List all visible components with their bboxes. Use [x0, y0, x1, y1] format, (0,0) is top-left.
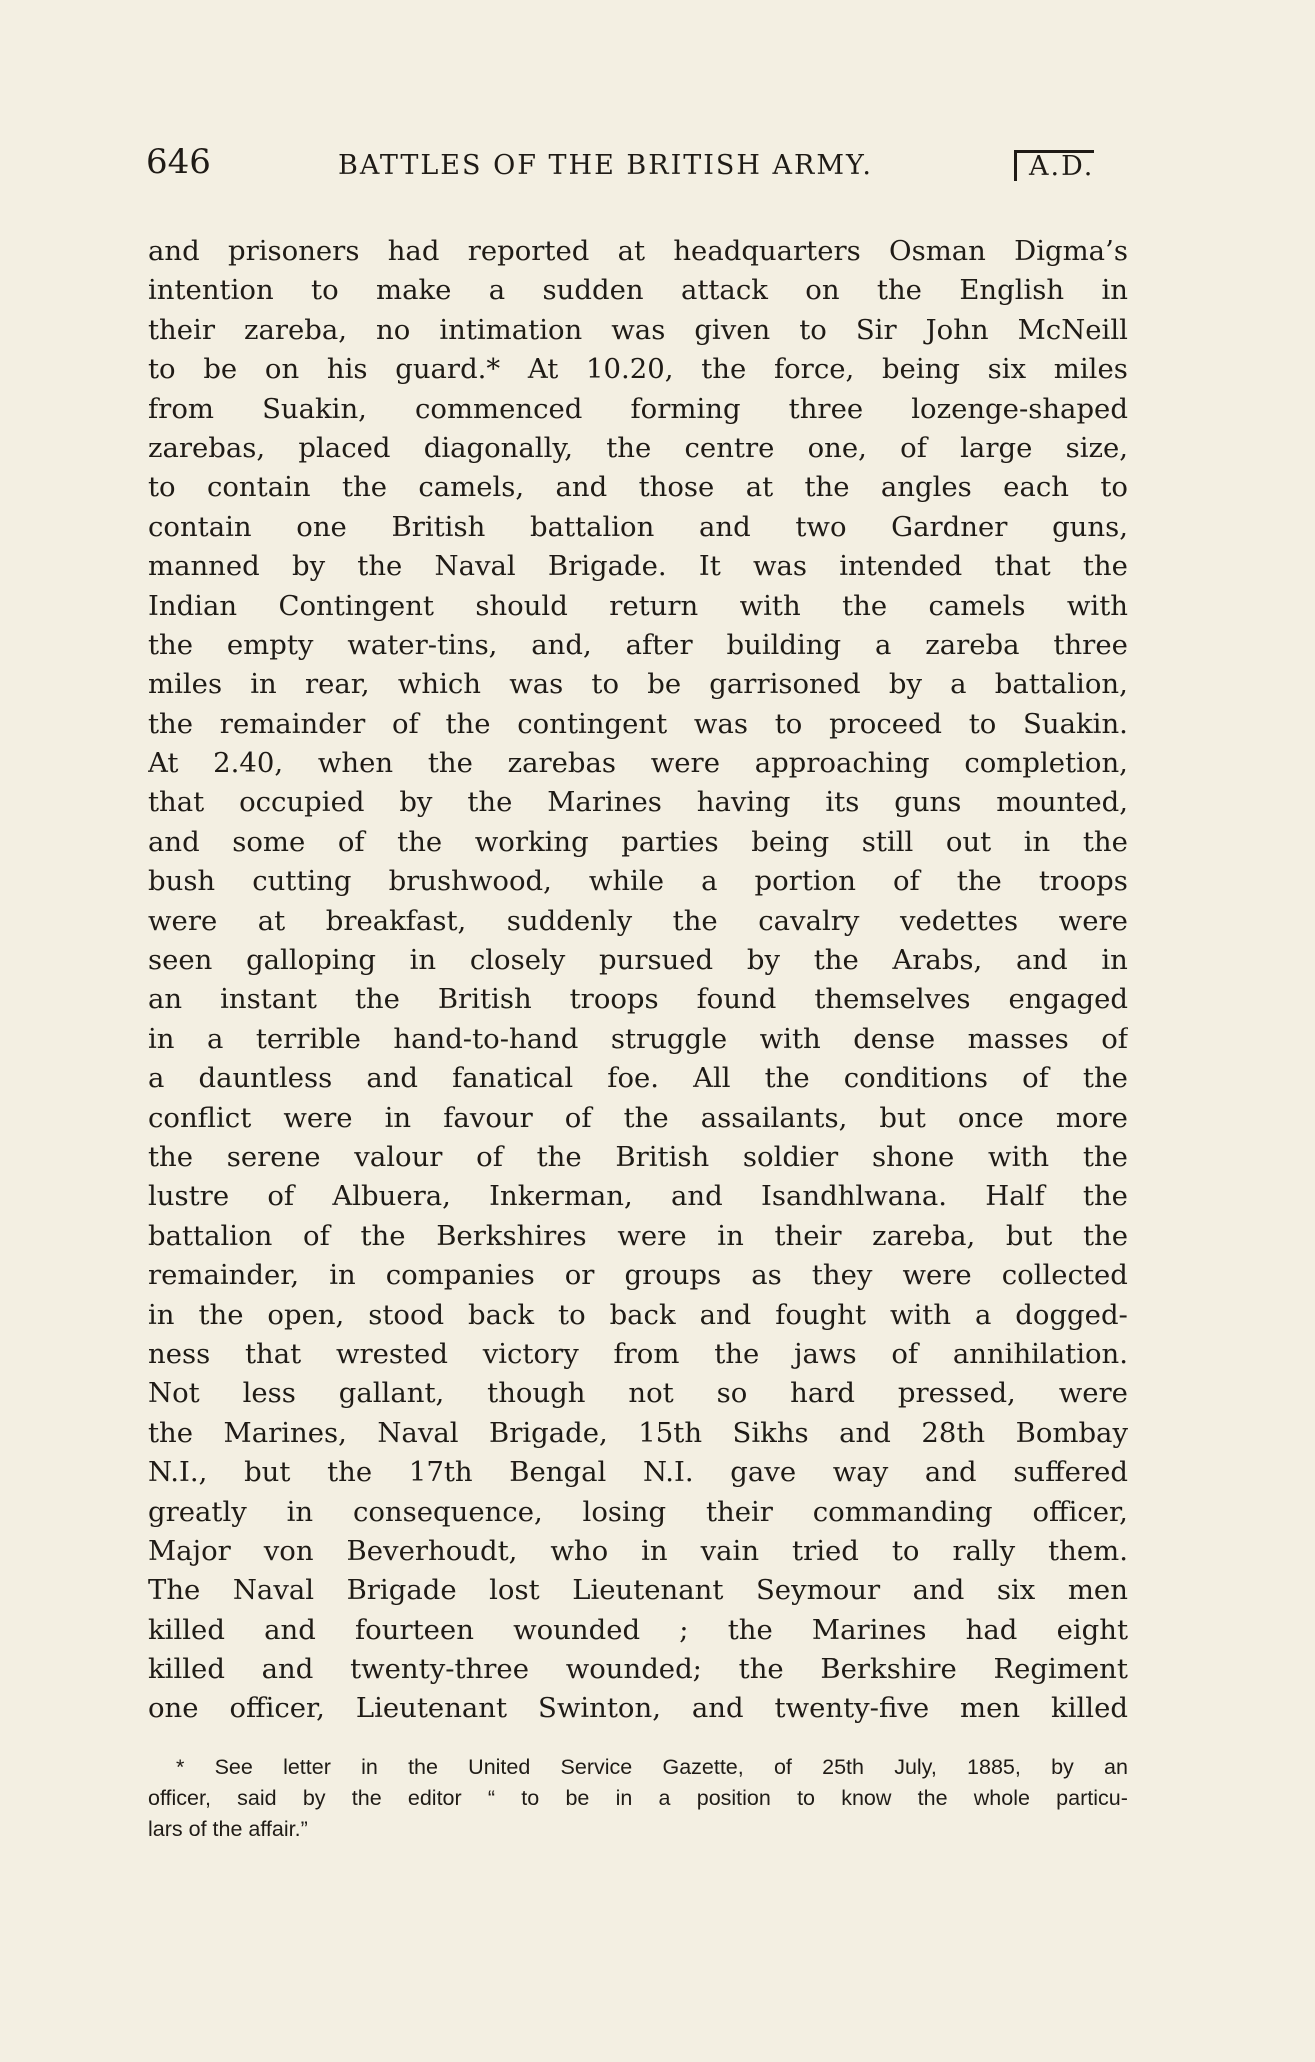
body-line: killed and fourteen wounded ; the Marines had eight	[148, 1613, 1128, 1646]
body-line: from Suakin, commenced forming three lozenge-shaped	[148, 392, 1128, 425]
body-line: killed and twenty-three wounded; the Berkshire Regiment	[148, 1653, 1128, 1686]
body-line: intention to make a sudden attack on the English in	[148, 274, 1128, 307]
body-line: their zareba, no intimation was given to Sir John McNeill	[148, 313, 1128, 346]
footnote	[148, 1752, 1128, 1845]
body-line: the Marines, Naval Brigade, 15th Sikhs and 28th Bombay	[148, 1416, 1128, 1449]
body-line: N.I., but the 17th Bengal N.I. gave way and suffered	[148, 1456, 1128, 1489]
body-line: one officer, Lieutenant Swinton, and twenty-five men killed	[148, 1692, 1128, 1725]
footnote-line: officer, said by the editor “ to be in a position to know the whole particu-	[148, 1786, 1128, 1810]
body-line: and prisoners had reported at headquarters Osman Digma’s	[148, 235, 1128, 267]
body-line: an instant the British troops found themselves engaged	[148, 983, 1128, 1016]
body-line: lustre of Albuera, Inkerman, and Isandhlwana. Half the	[148, 1180, 1128, 1213]
body-line: zarebas, placed diagonally, the centre one, of large size,	[148, 431, 1128, 464]
body-line: to be on his guard.* At 10.20, the force, being six miles	[148, 353, 1128, 386]
body-line: remainder, in companies or groups as they were collected	[148, 1259, 1128, 1292]
body-line: a dauntless and fanatical foe. All the conditions of the	[148, 1062, 1128, 1095]
body-line: in a terrible hand-to-hand struggle with dense masses of	[148, 1022, 1128, 1055]
body-line: Not less gallant, though not so hard pressed, were	[148, 1377, 1128, 1410]
footnote-line: lars of the affair.”	[148, 1817, 308, 1841]
body-line: the serene valour of the British soldier shone with the	[148, 1140, 1128, 1173]
body-line: bush cutting brushwood, while a portion of the troops	[148, 865, 1128, 898]
body-line: conflict were in favour of the assailants, but once more	[148, 1101, 1128, 1134]
page-number: 646	[146, 142, 211, 182]
page-header	[146, 142, 1146, 182]
footnote-line: * See letter in the United Service Gazette, of 25th July, 1885, by an	[176, 1755, 1128, 1779]
body-line: Indian Contingent should return with the camels with	[148, 589, 1128, 622]
body-line: to contain the camels, and those at the angles each to	[148, 471, 1128, 504]
body-line: the empty water-tins, and, after building a zareba three	[148, 628, 1128, 661]
body-text	[148, 232, 1128, 1729]
body-line: manned by the Naval Brigade. It was intended that the	[148, 550, 1128, 583]
body-line: battalion of the Berkshires were in their zareba, but the	[148, 1219, 1128, 1252]
body-line: Major von Beverhoudt, who in vain tried to rally them.	[148, 1534, 1128, 1567]
body-line: seen galloping in closely pursued by the Arabs, and in	[148, 944, 1128, 977]
body-line: At 2.40, when the zarebas were approaching completion,	[148, 747, 1128, 780]
body-line: The Naval Brigade lost Lieutenant Seymour and six men	[148, 1574, 1128, 1607]
body-line: miles in rear, which was to be garrisoned by a battalion,	[148, 668, 1128, 701]
running-title: BATTLES OF THE BRITISH ARMY.	[338, 150, 873, 181]
body-line: ness that wrested victory from the jaws of annihilation.	[148, 1337, 1128, 1370]
body-line: that occupied by the Marines having its guns mounted,	[148, 786, 1128, 819]
body-line: contain one British battalion and two Gardner guns,	[148, 510, 1128, 543]
body-line: were at breakfast, suddenly the cavalry vedettes were	[148, 904, 1128, 937]
body-line: the remainder of the contingent was to proceed to Suakin.	[148, 707, 1128, 740]
era-marker: A.D.	[1014, 150, 1094, 181]
body-line: greatly in consequence, losing their commanding officer,	[148, 1495, 1128, 1528]
body-line: in the open, stood back to back and fought with a dogged-	[148, 1298, 1128, 1331]
body-line: and some of the working parties being still out in the	[148, 825, 1128, 858]
